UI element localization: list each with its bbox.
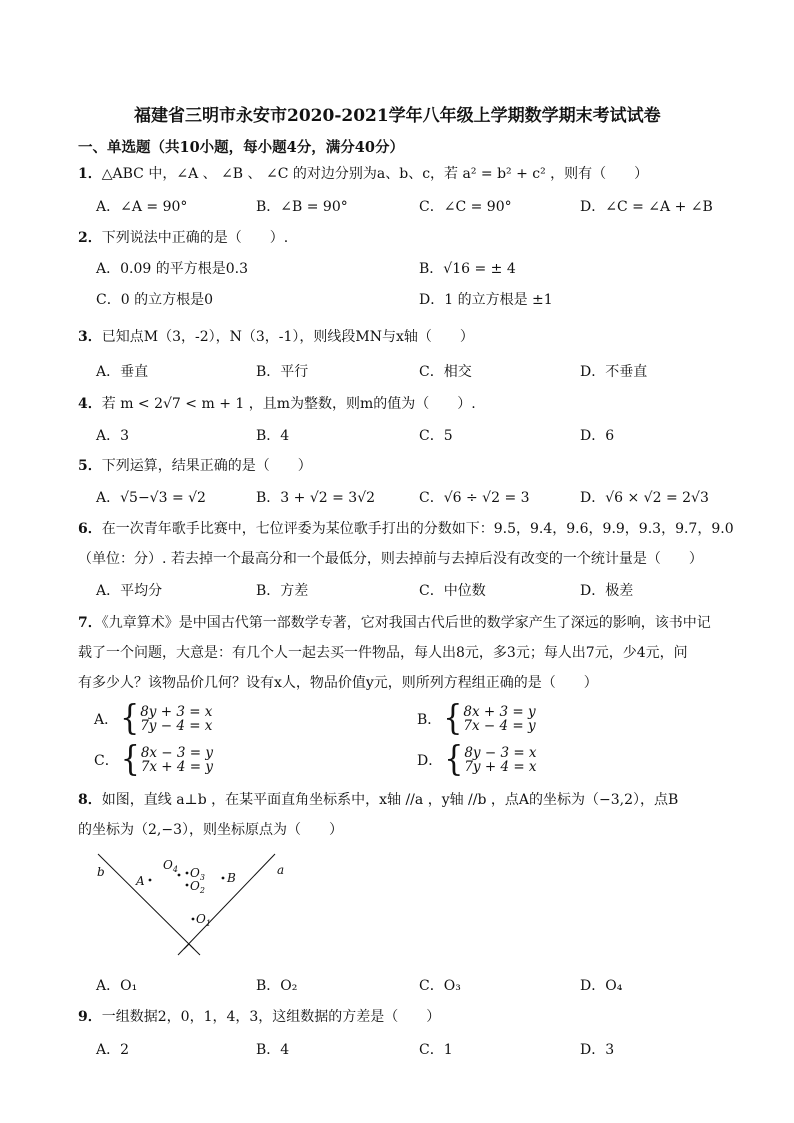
option-b: B．方差 — [256, 583, 309, 599]
question-stem-continued: 有多少人？该物品价几何？设有x人，物品价值y元，则所列方程组正确的是（ ） — [78, 675, 598, 691]
option-c: C．1 — [419, 1042, 453, 1058]
option-b: B．√16 = ± 4 — [419, 261, 516, 277]
question-8 — [78, 790, 678, 810]
question-number: 5． — [78, 458, 102, 474]
option-a: A．∠A = 90° — [96, 199, 188, 215]
question-stem: 若 m < 2√7 < m + 1 ，且m为整数，则m的值为（ ）. — [101, 396, 476, 412]
option-d: D．1 的立方根是 ±1 — [419, 292, 553, 308]
equation: 7x + 4 = y — [140, 759, 214, 775]
question-number: 1． — [78, 166, 102, 182]
question-number: 4． — [78, 396, 102, 412]
option-c: C．5 — [419, 428, 453, 444]
option-a: A．垂直 — [96, 364, 149, 380]
label-point-a: A — [136, 874, 145, 888]
question-stem: 一组数据2，0，1，4，3，这组数据的方差是（ ） — [101, 1009, 441, 1025]
point-a — [149, 879, 152, 882]
point-o4 — [178, 874, 181, 877]
question-3 — [78, 327, 474, 347]
option-c — [94, 739, 214, 780]
equation: 8x − 3 = y — [140, 745, 214, 761]
question-1 — [78, 164, 648, 184]
label-a: a — [277, 863, 285, 877]
option-label: A． — [94, 712, 119, 728]
option-c: C．√6 ÷ √2 = 3 — [419, 490, 530, 506]
question-stem: 在一次青年歌手比赛中，七位评委为某位歌手打出的分数如下：9.5，9.4，9.6，9.9，9.3，9.7，9.0 — [101, 521, 734, 537]
question-5 — [78, 456, 312, 476]
equation: 8x + 3 = y — [463, 704, 536, 720]
brace-symbol: { — [120, 698, 140, 739]
question-4 — [78, 394, 476, 414]
question-stem-continued: 的坐标为（2,−3），则坐标原点为（ ） — [78, 822, 343, 838]
question-9 — [78, 1007, 440, 1027]
option-d: D．6 — [580, 428, 615, 444]
question-number: 9． — [78, 1009, 102, 1025]
option-c: C．∠C = 90° — [419, 199, 512, 215]
point-o1 — [192, 918, 195, 921]
brace-symbol: { — [444, 739, 464, 780]
option-d — [417, 739, 537, 780]
option-c: C．0 的立方根是0 — [96, 292, 213, 308]
section-heading: 一、单选题（共10小题，每小题4分，满分40分） — [78, 139, 404, 156]
question-stem-continued: （单位：分）. 若去掉一个最高分和一个最低分，则去掉前与去掉后没有改变的一个统计量是（ ） — [78, 551, 703, 567]
question-stem: △ABC 中，∠A 、 ∠B 、 ∠C 的对边分别为a、b、c，若 a² = b² + c² ，则有（ ） — [101, 166, 649, 182]
option-d: D．3 — [580, 1042, 615, 1058]
label-o4: $O_4$ — [163, 858, 178, 874]
point-b — [222, 877, 225, 880]
option-label: C． — [94, 753, 119, 769]
question-stem: 如图，直线 a⊥b ，在某平面直角坐标系中，x轴 //a ，y轴 //b ，点A的坐标为（−3,2），点B — [101, 792, 679, 808]
option-a — [94, 698, 213, 739]
question-2 — [78, 228, 288, 248]
equation: 7y − 4 = x — [140, 718, 213, 734]
label-o2: $O_2$ — [190, 879, 205, 895]
page-title: 福建省三明市永安市2020-2021学年八年级上学期数学期末考试试卷 — [134, 106, 661, 126]
question-stem: 已知点M（3，-2），N（3，-1），则线段MN与x轴（ ） — [101, 329, 474, 345]
point-o2 — [186, 884, 189, 887]
option-d: D．∠C = ∠A + ∠B — [580, 199, 713, 215]
option-b: B．平行 — [256, 364, 309, 380]
equation: 7x − 4 = y — [463, 718, 536, 734]
option-a: A．0.09 的平方根是0.3 — [96, 261, 248, 277]
option-d: D．O₄ — [580, 978, 623, 994]
option-c: C．相交 — [419, 364, 472, 380]
option-label: B． — [417, 712, 442, 728]
option-d: D．√6 × √2 = 2√3 — [580, 490, 709, 506]
line-b — [98, 854, 200, 955]
equation: 8y + 3 = x — [140, 704, 213, 720]
option-a: A．√5−√3 = √2 — [96, 490, 206, 506]
brace-symbol: { — [443, 698, 463, 739]
option-c: C．中位数 — [419, 583, 486, 599]
option-a: A．3 — [96, 428, 130, 444]
question-stem: 下列说法中正确的是（ ）. — [101, 230, 289, 246]
question-number: 7． — [78, 615, 102, 631]
label-o1: $O_1$ — [196, 912, 211, 928]
option-a: A．平均分 — [96, 583, 163, 599]
equation: 8y − 3 = x — [464, 745, 537, 761]
question-stem-continued: 载了一个问题，大意是：有几个人一起去买一件物品，每人出8元，多3元；每人出7元，少4元，问 — [78, 645, 688, 661]
question-stem: 《九章算术》是中国古代第一部数学专著，它对我国古代后世的数学家产生了深远的影响，该书中记 — [101, 615, 711, 631]
question-number: 6． — [78, 521, 102, 537]
option-d: D．极差 — [580, 583, 634, 599]
option-b — [417, 698, 536, 739]
question-number: 8． — [78, 792, 102, 808]
question-stem: 下列运算，结果正确的是（ ） — [101, 458, 312, 474]
option-c: C．O₃ — [419, 978, 461, 994]
option-b: B．4 — [256, 428, 290, 444]
option-a: A．O₁ — [96, 978, 138, 994]
point-o3 — [186, 872, 189, 875]
label-b: b — [97, 865, 105, 879]
option-b: B．3 + √2 = 3√2 — [256, 490, 376, 506]
question-number: 3． — [78, 329, 102, 345]
label-point-b: B — [227, 871, 236, 885]
brace-symbol: { — [120, 739, 140, 780]
equation: 7y + 4 = x — [464, 759, 537, 775]
option-d: D．不垂直 — [580, 364, 648, 380]
perpendicular-lines-figure — [95, 852, 295, 964]
label-o3: $O_3$ — [190, 866, 205, 882]
option-label: D． — [417, 753, 443, 769]
option-b: B．∠B = 90° — [256, 199, 348, 215]
question-6 — [78, 519, 734, 539]
option-a: A．2 — [96, 1042, 130, 1058]
option-b: B．4 — [256, 1042, 290, 1058]
option-b: B．O₂ — [256, 978, 298, 994]
question-7 — [78, 613, 711, 633]
question-number: 2． — [78, 230, 102, 246]
